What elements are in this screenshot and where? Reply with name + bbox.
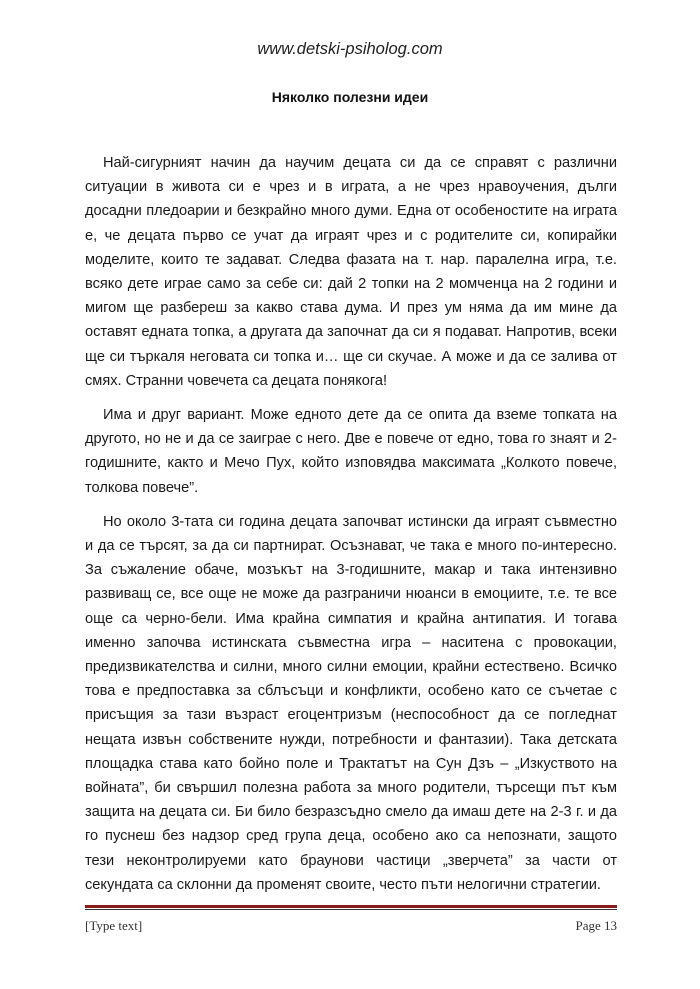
footer-rule-red [85,905,617,908]
body-text [85,151,617,907]
footer-placeholder-text: [Type text] [85,918,143,933]
footer-rule-dark [85,909,617,910]
paragraph-3: Но около 3-тата си година децата започват истински да играят съвместно и да се търсят, за да си партнират. Осъзнават, че така е много по-интересно. За съжаление обаче, мозъкът на 3-годишните, макар и така интензивно развиващ се, все още не може да разграничи нюанси в емоциите, т.е. те все още са черно-бели. Има крайна симпатия и крайна антипатия. И тогава именно започва истинската съвместна игра – наситена с провокации, предизвикателства и силни, много силни емоции, крайни естествено. Всичко това е предпоставка за сблъсъци и конфликти, особено като се съчетае с присъщия за тази възраст егоцентризъм (неспособност да се погледнат нещата извън собствените нужди, потребности и фантазии). Така детската площадка става като бойно поле и Трактатът на Сун Дзъ – „Изкуството на войната”, би свършил полезна работа за много родители, търсещи път към защита на децата си. Би било безразсъдно смело да имаш дете на 2-3 г. и да го пуснеш без надзор сред група деца, особено ако са непознати, защото тези неконтролируеми като браунови частици „зверчета” за части от секундата са склонни да променят своите, често пъти нелогични стратегии. [85,513,617,893]
paragraph-1: Най-сигурният начин да научим децата си да се справят с различни ситуации в живота си е чрез и в играта, а не чрез нравоучения, дълги досадни пледоарии и безкрайно много думи. Една от особеностите на играта е, че децата първо се учат да играят чрез и с родителите си, копирайки моделите, които те задават. Следва фазата на т. нар. паралелна игра, т.е. всяко дете играе само за себе си: дай 2 топки на 2 момченца на 2 години и мигом ще разбереш за какво става дума. И през ум няма да им мине да оставят едната топка, а другата да започнат да си я подават. Напротив, всеки ще си търкаля неговата си топка и… ще си скучае. А може и да се залива от смях. Странни човечета са децата понякога! [85,155,617,389]
site-url: www.detski-psiholog.com [257,40,443,58]
page-number: Page 13 [575,918,617,933]
page-title: Няколко полезни идеи [271,89,429,105]
paragraph-2: Има и друг вариант. Може едното дете да се опита да вземе топката на другото, но не и да се заиграе с него. Две е повече от едно, това го знаят и 2-годишните, както и Мечо Пух, който изповядва максимата „Колкото повече, толкова повече”. [85,407,617,496]
